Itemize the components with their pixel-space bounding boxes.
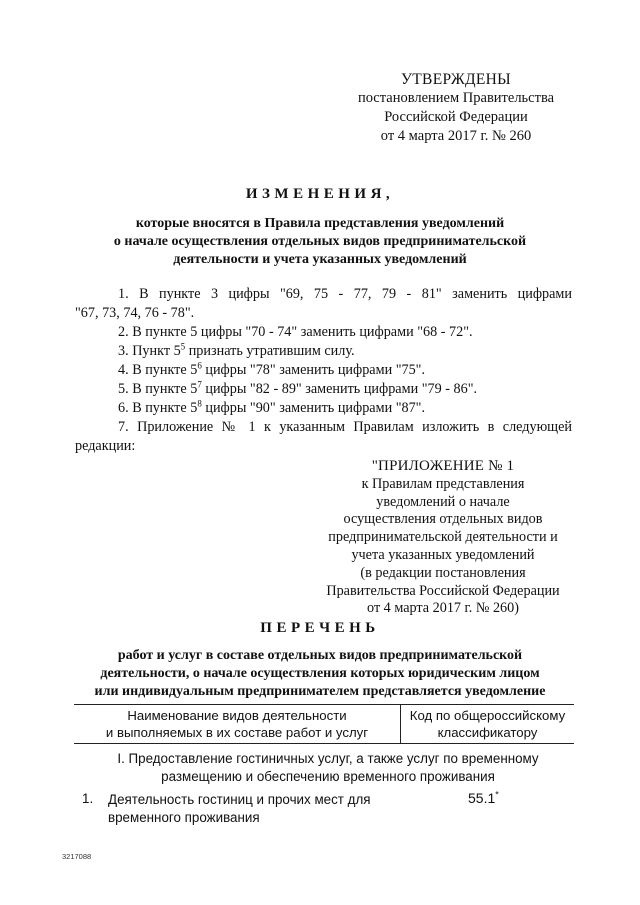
approval-line: постановлением Правительства <box>357 90 555 106</box>
subheading-line: которые вносятся в Правила представления уведомлений <box>135 216 505 231</box>
superscript: 6 <box>197 360 202 371</box>
appendix-line: к Правилам представления <box>361 475 525 492</box>
appendix-line: предпринимательской деятельности и <box>328 529 558 546</box>
subheading-line: о начале осуществления отдельных видов предпринимательской <box>113 234 527 249</box>
activities-table <box>74 704 574 744</box>
superscript: 8 <box>197 398 202 409</box>
footnote-mark: * <box>495 789 499 800</box>
table-header-row <box>74 705 574 744</box>
column-header-line: Наименование видов деятельности <box>127 708 347 723</box>
item-2: 2. В пункте 5 цифры "70 - 74" заменить цифрами "68 - 72". <box>118 324 473 340</box>
item-7-continuation: редакции: <box>75 438 136 454</box>
row-activity-name <box>108 791 398 827</box>
approval-date: от 4 марта 2017 г. № 260 <box>380 128 532 144</box>
section-title-line: размещению и обеспечению временного проживания <box>161 768 495 784</box>
item-1: 1. В пункте 3 цифры "69, 75 - 77, 79 - 81" заменить цифрами <box>118 286 572 302</box>
appendix-title: "ПРИЛОЖЕНИЕ № 1 <box>371 458 515 474</box>
item-5 <box>118 380 615 399</box>
appendix-line: (в редакции постановления <box>360 564 526 581</box>
item-1-continuation: "67, 73, 74, 76 - 78". <box>75 305 195 321</box>
document-subheading <box>60 215 580 269</box>
appendix-block <box>312 458 574 618</box>
list-subheading <box>70 647 570 701</box>
column-header-line: Код по общероссийскому <box>409 708 566 723</box>
section-title-line: I. Предоставление гостиничных услуг, а также услуг по временному <box>117 751 539 766</box>
appendix-line: осуществления отдельных видов <box>343 511 543 528</box>
row-number: 1. <box>82 791 94 806</box>
list-subheading-line: деятельности, о начале осуществления которых юридическим лицом <box>100 666 540 681</box>
column-header-line: классификатору <box>437 725 538 740</box>
item-text: цифры "90" заменить цифрами "87". <box>201 400 426 416</box>
superscript: 5 <box>180 341 186 352</box>
row-code <box>468 790 499 806</box>
item-4 <box>118 361 615 380</box>
item-text: 3. Пункт 5 <box>118 343 181 359</box>
item-text: цифры "82 - 89" заменить цифрами "79 - 86". <box>201 381 478 397</box>
code-value: 55.1 <box>468 790 496 806</box>
column-header-code <box>401 705 575 744</box>
list-heading: ПЕРЕЧЕНЬ <box>260 620 380 636</box>
superscript: 7 <box>197 379 202 390</box>
item-text: цифры "78" заменить цифрами "75". <box>201 362 426 378</box>
appendix-line: учета указанных уведомлений <box>351 546 535 563</box>
footer-document-code: 3217088 <box>62 852 92 861</box>
item-text: 6. В пункте 5 <box>118 400 198 416</box>
approval-block <box>330 70 582 146</box>
approval-line: Российской Федерации <box>384 109 528 125</box>
appendix-line: от 4 марта 2017 г. № 260) <box>367 600 519 617</box>
section-title <box>88 750 568 785</box>
subheading-line: деятельности и учета указанных уведомлений <box>173 252 467 267</box>
appendix-line: Правительства Российской Федерации <box>326 582 560 599</box>
item-6 <box>118 399 615 418</box>
document-heading: ИЗМЕНЕНИЯ, <box>245 186 395 202</box>
approval-title: УТВЕРЖДЕНЫ <box>401 71 511 88</box>
list-subheading-line: или индивидуальным предпринимателем представляется уведомление <box>94 684 546 699</box>
item-text: 4. В пункте 5 <box>118 362 198 378</box>
column-header-line: и выполняемых в их составе работ и услуг <box>105 725 369 740</box>
row-text-line: Деятельность гостиниц и прочих мест для <box>108 792 371 807</box>
item-text: 5. В пункте 5 <box>118 381 198 397</box>
item-7: 7. Приложение № 1 к указанным Правилам изложить в следующей <box>118 419 572 435</box>
list-subheading-line: работ и услуг в составе отдельных видов предпринимательской <box>117 648 523 663</box>
appendix-line: уведомлений о начале <box>376 493 510 510</box>
row-text-line: временного проживания <box>108 810 260 825</box>
column-header-name <box>74 705 401 744</box>
item-3 <box>118 342 615 361</box>
item-text: признать утратившим силу. <box>185 343 355 359</box>
